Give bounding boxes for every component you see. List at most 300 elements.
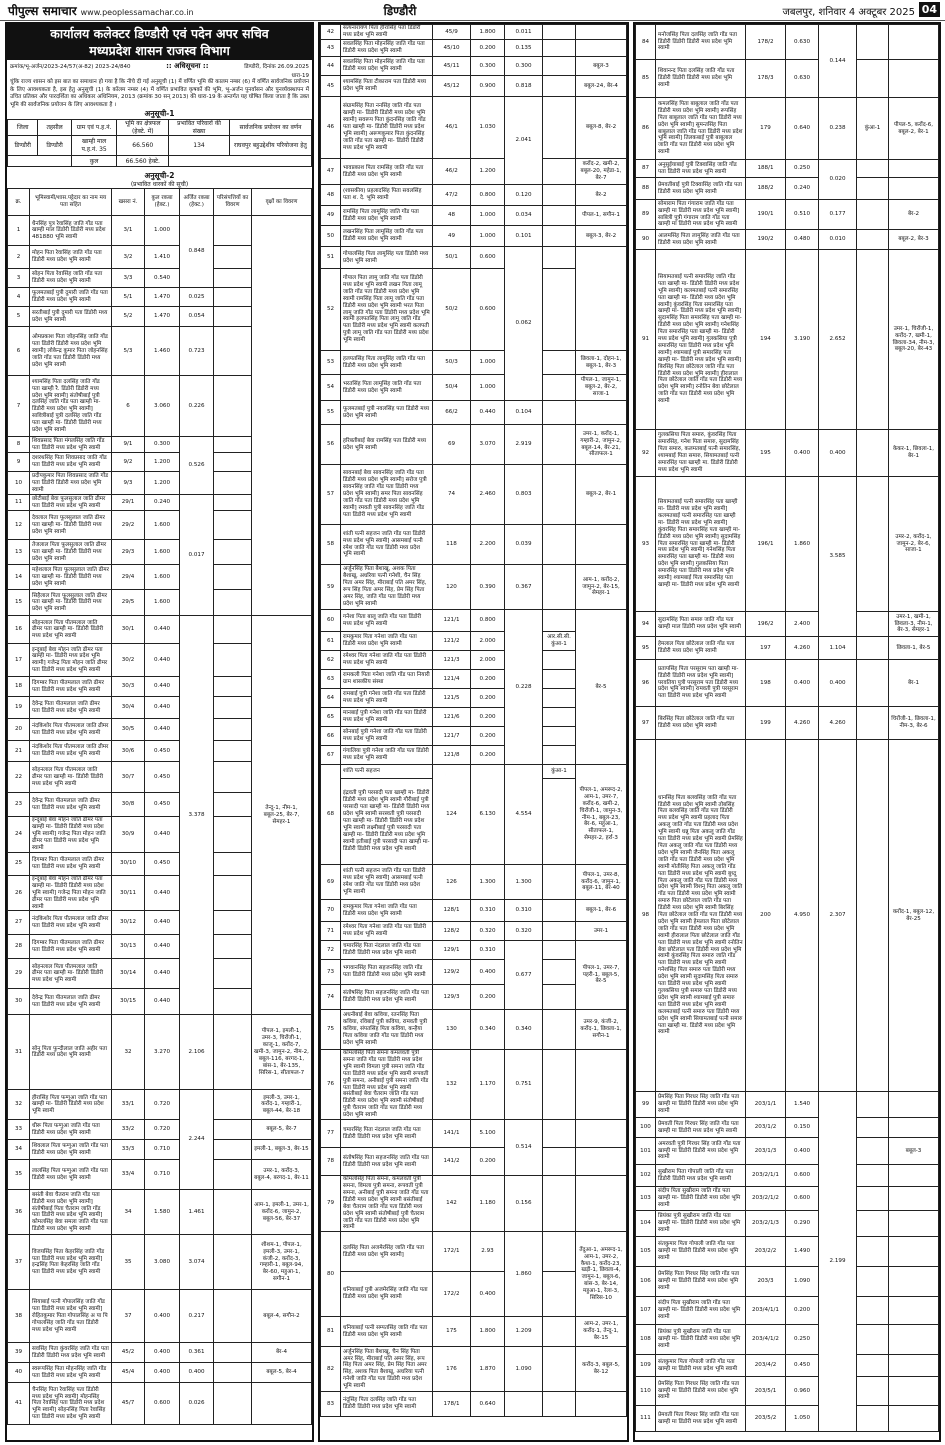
assets-cell: [214, 875, 252, 911]
table-row: [636, 1377, 939, 1406]
notice-column-3: [633, 22, 941, 1442]
serial-cell: 50: [321, 226, 341, 247]
total-area-cell: 0.440: [145, 644, 180, 677]
khasra-cell: 118: [433, 525, 471, 565]
schedule-1-total-row: [8, 156, 312, 167]
assets-cell: [857, 1267, 889, 1297]
trees-cell: [889, 1406, 939, 1432]
serial-cell: 34: [8, 1140, 30, 1160]
khasra-cell: 33/1: [112, 1090, 145, 1120]
khasra-cell: 121/4: [433, 670, 471, 689]
assets-cell: [543, 525, 576, 565]
assets-cell: [543, 985, 576, 1010]
owner-cell: अनुसुईयाबाई पुत्री टिक्वासिंह जाति गोंड पता डिंडोरी मध्य प्रदेश भूमि स्वामी: [656, 160, 746, 178]
assets-cell: [543, 351, 576, 375]
total-area-cell: 0.150: [786, 1118, 819, 1138]
total-area-cell: 0.300: [145, 437, 180, 453]
assets-cell: [214, 741, 252, 762]
serial-cell: 39: [8, 1343, 30, 1363]
assets-cell: [543, 1050, 576, 1120]
total-area-cell: 5.100: [471, 1120, 505, 1148]
khasra-cell: 30/15: [112, 989, 145, 1015]
serial-cell: 80: [321, 1232, 341, 1317]
acquired-area-cell: 0.320: [505, 922, 543, 941]
khasra-cell: 198: [746, 660, 786, 707]
assets-cell: [543, 425, 576, 465]
khasra-cell: 69: [433, 425, 471, 465]
serial-cell: 85: [636, 60, 656, 98]
assets-cell: [857, 1406, 889, 1432]
assets-cell: [543, 269, 576, 351]
assets-cell: [214, 677, 252, 697]
assets-cell: [543, 727, 576, 746]
owner-cell: धैनसिंह पुत्र रेवासिंह जाति गोंड पता खाम्ही माल डिंडोरी डिंडोरी मध्य प्रदेश 481880 भूमि स्वामी: [30, 216, 112, 246]
owner-cell: सवलसिंह पिता मोहनसिंह जाति गोंड पता डिंडोरी मध्य प्रदेश भूमि स्वामी: [341, 57, 433, 76]
trees-cell: पीपल-1, इमली-1, उमर-3, चिरोंजी-1, काजू-1, करोंद-7, खमी-3, जामुन-2, नीम-2, बबूल-116, बरगद-1, बांस-1, बेर-135, सिरिस-1, सीताफल-7: [252, 1015, 312, 1090]
trees-cell: [889, 1118, 939, 1138]
total-area-cell: 1.540: [786, 1092, 819, 1118]
serial-cell: 105: [636, 1237, 656, 1267]
serial-cell: 83: [321, 1392, 341, 1417]
assets-cell: [857, 1165, 889, 1187]
acquired-area-cell: 2.919: [505, 425, 543, 465]
table-row: [636, 1406, 939, 1432]
total-area-cell: 0.400: [145, 1363, 180, 1383]
assets-cell: [543, 922, 576, 941]
serial-cell: 101: [636, 1138, 656, 1165]
total-area-cell: 0.450: [786, 1355, 819, 1377]
trees-cell: [889, 60, 939, 98]
assets-cell: [214, 216, 252, 246]
total-area-cell: 0.200: [471, 746, 505, 765]
owner-cell: रमेश्वर पिता गनेशा जाति गोंड पता डिंडोरी मध्य प्रदेश भूमि स्वामी: [341, 922, 433, 941]
total-area-cell: 1.000: [471, 226, 505, 247]
total-area-cell: 1.600: [145, 565, 180, 590]
khasra-cell: 49: [433, 226, 471, 247]
serial-cell: 78: [321, 1148, 341, 1176]
total-area-cell: 0.800: [471, 185, 505, 206]
khasra-cell: 141/1: [433, 1120, 471, 1148]
owner-cell: संग्रामसिंह पिता ननसिंह जाति गोंड पता खाम्ही मा- डिंडोरी डिंडोरी मध्य प्रदेश भूमि स्वामी] सवरूप पिता कुंदनसिंह जाति गोंड पता खाम्ही मा- डिंडोरी डिंडोरी मध्य प्रदेश भूमि स्वामी] अरूणकुमार पिता कुंदनसिंह जाति गोंड पता खाम्ही मा- डिंडोरी डिंडोरी मध्य प्रदेश भूमि स्वामी: [341, 97, 433, 159]
acquired-area-cell: 1.300: [505, 865, 543, 900]
total-area-cell: 4.260: [786, 637, 819, 660]
serial-cell: 56: [321, 425, 341, 465]
header-acquired-area: अर्जित रकबा (हेक्ट.): [180, 189, 214, 216]
serial-cell: 60: [321, 610, 341, 632]
serial-cell: 23: [8, 793, 30, 817]
acquired-area-cell: 3.585: [819, 477, 857, 637]
total-area-cell: 0.240: [786, 178, 819, 200]
total-area-cell: 2.000: [471, 651, 505, 670]
trees-cell: [576, 1050, 627, 1120]
total-area-cell: 3.270: [145, 1015, 180, 1090]
serial-cell: 108: [636, 1325, 656, 1355]
owner-cell: श्यामसिंह पिता दलसिंह जाति गोंड पता खाम्ही रै. डिंडोरी डिंडोरी मध्य प्रदेश भूमि स्वामी] संतोषीबाई पुत्री दलसिंह जाति गोंड पता खाम्ही मा- डिंडोरी मध्य प्रदेश भूमि स्वामी] सावित्रीबाई पुत्री दलसिंह जाति गोंड पता खाम्ही मा- डिंडोरी डिंडोरी मध्य प्रदेश भूमि स्वामी: [30, 376, 112, 437]
table-row: [321, 401, 627, 425]
trees-cell: करोंद-1, बबूल-12, बेर-25: [889, 740, 939, 1092]
header-serial: क्र.: [8, 189, 30, 216]
owner-cell: सिहैलाल पिता फूलसुलाल जाति ढीमर पता खाम्ही मा- डिंडोरी डिंडोरी मध्य प्रदेश भूमि स्वामी: [30, 590, 112, 616]
khasra-cell: 121/2: [433, 632, 471, 651]
khasra-cell: 179: [746, 98, 786, 160]
trees-cell: बेर-1: [889, 660, 939, 707]
serial-cell: 97: [636, 707, 656, 740]
trees-cell: बबूल-3: [576, 57, 627, 76]
owner-cell: इन्दूबाई बेवा मोहन जाति ढीमर पता खाम्ही मा- डिंडोरी मध्य प्रदेश भूमि स्वामी] गजेन्द्र पिता मोहन जाति ढीमर पता डिंडोरी मध्य प्रदेश भूमि स्वामी: [30, 644, 112, 677]
khasra-cell: 50/2: [433, 269, 471, 351]
serial-cell: 99: [636, 1092, 656, 1118]
owner-cell: देवेन्द्र पिता पीतमलाल जाति ढीमर पता डिंडोरी मध्य प्रदेश भूमि स्वामी: [30, 989, 112, 1015]
serial-cell: 52: [321, 269, 341, 351]
serial-cell: 76: [321, 1050, 341, 1120]
trees-cell: [252, 216, 312, 616]
total-area-cell: 0.600: [471, 269, 505, 351]
khasra-cell: 3/2: [112, 246, 145, 269]
serial-cell: 75: [321, 1010, 341, 1050]
trees-cell: करोंद-2, खमी-2, बबूल-20, महेडा-1, बेर-7: [576, 159, 627, 185]
serial-cell: 4: [8, 288, 30, 307]
serial-cell: 94: [636, 612, 656, 637]
serial-cell: 17: [8, 644, 30, 677]
assets-cell: [214, 1363, 252, 1383]
owner-cell: श्यामसिंह पिता टीकाराम पता डिंडोरी मध्य प्रदेश भूमि स्वामी: [341, 76, 433, 97]
serial-cell: 15: [8, 590, 30, 616]
trees-cell: उमर-1: [576, 922, 627, 941]
khasra-cell: 178/1: [433, 1392, 471, 1417]
owner-cell: मोहन पिता रेवासिंह जाति गोंड पता डिंडोरी मध्य प्रदेश भूमि स्वामी: [30, 246, 112, 269]
acquired-area-cell: 0.017: [180, 495, 214, 616]
trees-cell: बबूल-5, बेर-4: [252, 1363, 312, 1383]
acquired-area-cell: 0.104: [505, 401, 543, 425]
serial-cell: 11: [8, 495, 30, 511]
acquired-area-cell: 2.041: [505, 97, 543, 185]
acquired-area-cell: 0.135: [505, 40, 543, 57]
total-area-cell: 0.640: [786, 98, 819, 160]
owner-cell: महेशलाल पिता फूलसुलाल जाति ढीमर पता खाम्ही मा- डिंडोरी डिंडोरी मध्य प्रदेश भूमि स्वामी: [30, 565, 112, 590]
total-area-cell: 3.190: [786, 250, 819, 430]
total-area-cell: 0.400: [145, 1343, 180, 1363]
serial-cell: 109: [636, 1355, 656, 1377]
assets-cell: [214, 959, 252, 989]
schedule-2-table-part-3: [635, 24, 939, 1432]
village-cell: खाम्ही माल प.ह.नं. 35: [71, 136, 117, 156]
acquired-area-cell: 0.848: [180, 216, 214, 288]
khasra-cell: 128/2: [433, 922, 471, 941]
trees-cell: उमर-1, खमी-1, छिवला-3, नीम-1, बेर-3, सेमहर-1: [889, 612, 939, 637]
table-row: [8, 1190, 312, 1235]
serial-cell: 5: [8, 307, 30, 327]
acquired-area-cell: 1.090: [505, 1347, 543, 1392]
table-row: [636, 250, 939, 430]
khasra-cell: 203/5/1: [746, 1377, 786, 1406]
serial-cell: 18: [8, 677, 30, 697]
owner-cell: सत्यनारायण पिता हीरासिंह पता डिंडोरी मध्य प्रदेश भूमि स्वामी: [341, 25, 433, 40]
total-area-cell: 0.240: [145, 495, 180, 511]
owner-cell: रामकुमार पिता गनेशा जाति गोंड पता डिंडोरी मध्य प्रदेश भूमि स्वामी: [341, 632, 433, 651]
serial-cell: 47: [321, 159, 341, 185]
trees-cell: बबूल-2, बेर-1: [576, 465, 627, 525]
serial-cell: 6: [8, 327, 30, 376]
table-row: [321, 922, 627, 941]
assets-cell: [214, 1090, 252, 1120]
owner-cell: दलसिंह पिता अजमेरसिंह जाति गोंड पता डिंडोरी मध्य प्रदेश भूमि स्वामी]: [341, 1232, 433, 1272]
district-cell: डिण्डौरी: [8, 136, 38, 156]
owner-cell: हरिबतीबाई बेवा रामसिंह पता डिंडोरी मध्य प्रदेश भूमि स्वामी: [341, 425, 433, 465]
total-area-cell: 0.200: [471, 40, 505, 57]
khasra-cell: 30/6: [112, 741, 145, 762]
serial-cell: 89: [636, 200, 656, 230]
assets-cell: [857, 1187, 889, 1211]
table-row: [321, 1347, 627, 1392]
reference-line: [7, 60, 312, 71]
assets-cell: [214, 472, 252, 495]
trees-cell: बबूल-3: [889, 1138, 939, 1165]
header-total-area: कुल रकबा (हेक्ट.): [145, 189, 180, 216]
trees-cell: आम-2, उमर-1, करोंद-1, तेन्दू-1, बेर-15: [576, 1317, 627, 1347]
owner-cell: प्रेमवतीबाई पुत्री टिक्वासिंह जाति गोंड पता डिंडोरी मध्य प्रदेश भूमि स्वामी: [656, 178, 746, 200]
owner-cell: लालसिंह पिता फग्गुआ जाति गोंड पता डिंडोरी मध्य प्रदेश भूमि स्वामी: [30, 1160, 112, 1190]
khasra-cell: 9/1: [112, 437, 145, 453]
serial-cell: 79: [321, 1176, 341, 1232]
table-row: [321, 76, 627, 97]
serial-cell: 45: [321, 76, 341, 97]
table-row: [636, 740, 939, 1092]
serial-cell: 33: [8, 1120, 30, 1140]
section-title: डिण्डौरी: [383, 4, 417, 18]
serial-cell: 96: [636, 660, 656, 707]
khasra-cell: 74: [433, 465, 471, 525]
total-area-cell: 1.600: [145, 540, 180, 565]
total-area-cell: 1.000: [145, 216, 180, 246]
owner-cell: स्वरूपसिंह पिता मोहनसिंह जाति गोंड पता डिंडोरी मध्य प्रदेश भूमि स्वामी: [30, 1363, 112, 1383]
total-area-cell: 2.460: [471, 465, 505, 525]
table-row: [321, 226, 627, 247]
table-row: [321, 185, 627, 206]
assets-cell: [214, 269, 252, 288]
assets-cell: [214, 697, 252, 719]
total-area-cell: 0.250: [786, 160, 819, 178]
total-area-cell: 1.800: [471, 25, 505, 40]
trees-cell: बबूल-24, बेर-4: [576, 76, 627, 97]
trees-cell: बबूल-5, बेर-7: [252, 1120, 312, 1140]
total-area-cell: 0.440: [145, 935, 180, 959]
serial-cell: 110: [636, 1377, 656, 1406]
total-area-cell: 0.390: [471, 565, 505, 610]
khasra-cell: 35: [112, 1235, 145, 1290]
acquired-area-cell: 3.378: [180, 616, 214, 1015]
owner-cell: कोमलसिंह पिता समना कमलवती पुत्री समना जाति गोंड पता डिंडोरी मध्य प्रदेश भूमि स्वामी विमला पुत्री समना जाति गोंड पता डिंडोरी मध्य प्रदेश भूमि स्वामी रूपवती पुत्री समना, अनीबाई पुत्री समना जाति गोंड पता डिंडोरी मध्य प्रदेश भूमि स्वामी बसंतीबाई बेवा चैतराम जाति गोंड पता डिंडोरी मध्य प्रदेश भूमि स्वामी संतोषीबाई पुत्री चैतराम जाति गोंड पता डिंडोरी मध्य प्रदेश भूमि स्वामी: [341, 1050, 433, 1120]
header-owner: भूमिस्वामी/शास.पट्टेदार का नाम मय पता सहित: [30, 189, 112, 216]
table-row: [321, 865, 627, 900]
serial-cell: 82: [321, 1347, 341, 1392]
assets-cell: [214, 495, 252, 511]
notice-title: [7, 24, 312, 60]
total-area-cell: 0.540: [145, 269, 180, 288]
trees-cell: तेंदुआ-1, अमरूद-1, आम-1, उमर-2, कैथा-1, करोंद-23, खड़ी-1, छिवला-4, जामुन-1, बबूल-6, बांस-3, बेर-14, महुआ-1, रेला-3, सिरिस-10: [576, 1232, 627, 1317]
total-area-cell: 0.600: [471, 247, 505, 269]
trees-cell: [252, 1383, 312, 1425]
trees-cell: [889, 1267, 939, 1297]
assets-cell: [214, 1190, 252, 1235]
owner-cell: शिवप्रसाद पिता मंगलसिंह जाति गोंड पता डिंडोरी मध्य प्रदेश भूमि स्वामी: [30, 437, 112, 453]
schedule-2-table-part-2: [320, 24, 627, 1417]
total-area-cell: 1.000: [471, 206, 505, 226]
total-area-cell: 2.93: [471, 1232, 505, 1272]
total-area-cell: 3.070: [471, 425, 505, 465]
assets-cell: [857, 250, 889, 430]
total-area-cell: 1.200: [471, 159, 505, 185]
owner-cell: गोपाल पिता लामू जाति गोंड पता डिंडोरी मध्य प्रदेश भूमि स्वामी लखन पिता लामू जाति गोंड पता डिंडोरी मध्य प्रदेश भूमि स्वामी रामसिंह पिता लामू जाति गोंड पता डिंडोरी मध्य प्रदेश भूमि स्वामी भरत पिता लामू जाति गोंड पता डिंडोरी मध्य प्रदेश भूमि स्वामी हलपतसिंह पिता लामू जाति गोंड पता डिंडोरी मध्य प्रदेश भूमि स्वामी कलपती पुत्री लामू जाति गोंड पता डिंडोरी मध्य प्रदेश भूमि स्वामी: [341, 269, 433, 351]
assets-cell: [543, 610, 576, 632]
khasra-cell: 203/1/3: [746, 1138, 786, 1165]
khasra-cell: 46/2: [433, 159, 471, 185]
assets-cell: [543, 670, 576, 689]
owner-cell: संदीप पिता सुखीराम जाति गोंड पता खाम्ही मा- डिंडोरी डिंडोरी मध्य प्रदेश भूमि स्वामी: [656, 1297, 746, 1325]
website-url[interactable]: www.peoplessamachar.co.in: [80, 8, 194, 17]
khasra-cell: 132: [433, 1050, 471, 1120]
total-area-cell: 1.180: [471, 1176, 505, 1232]
serial-cell: 8: [8, 437, 30, 453]
assets-cell: [214, 511, 252, 540]
acquired-area-cell: 0.367: [505, 565, 543, 610]
table-row: [636, 60, 939, 98]
table-row: [636, 25, 939, 60]
serial-cell: 22: [8, 762, 30, 793]
serial-cell: 63: [321, 670, 341, 689]
serial-cell: 65: [321, 708, 341, 727]
khasra-cell: 66/2: [433, 401, 471, 425]
owner-cell: शांती पत्नी सहजन जाति गोंड पता डिंडोरी मध्य प्रदेश भूमि स्वामी] आसमबाई पत्नी रमेश जाति गोंड पता डिंडोरी मध्य प्रदेश भूमि स्वामी: [341, 865, 433, 900]
serial-cell: 66: [321, 727, 341, 746]
serial-cell: 38: [8, 1290, 30, 1343]
total-area-cell: 0.440: [145, 959, 180, 989]
owner-cell: आलमसिंह पिता लामूसिंह जाति गोंड पता डिंडोरी मध्य प्रदेश भूमि स्वामी: [656, 230, 746, 250]
owner-cell: प्रेमसिंह पिता गिरधर सिंह जाति गोंड पता खाम्ही मा डिंडोरी डिंडोरी मध्य प्रदेश भूमि स्वामी: [656, 1092, 746, 1118]
serial-cell: 104: [636, 1211, 656, 1237]
total-area-cell: 1.860: [786, 477, 819, 612]
owner-cell: सोहनलाल पिता पीतमलाल जाति ढीमर पता खाम्ही मा- डिंडोरी डिंडोरी मध्य प्रदेश भूमि स्वामी: [30, 762, 112, 793]
khasra-cell: 120: [433, 565, 471, 610]
khasra-cell: 175: [433, 1317, 471, 1347]
assets-cell: [543, 375, 576, 401]
khasra-cell: 195: [746, 430, 786, 477]
assets-cell: [857, 660, 889, 707]
serial-cell: 44: [321, 57, 341, 76]
trees-cell: [889, 1165, 939, 1187]
serial-cell: 20: [8, 719, 30, 741]
khasra-cell: 129/3: [433, 985, 471, 1010]
owner-cell: धनियाबाई पत्नी सम्पतसिंह जाति गोंड पता डिंडोरी मध्य प्रदेश भूमि स्वामी: [341, 1317, 433, 1347]
serial-cell: 54: [321, 375, 341, 401]
assets-cell: [543, 57, 576, 76]
khasra-cell: 45/9: [433, 25, 471, 40]
acquired-area-cell: 1.209: [505, 1317, 543, 1347]
page-number: 04: [919, 2, 940, 17]
total-area-cell: 1.600: [145, 511, 180, 540]
assets-cell: [857, 1211, 889, 1237]
khasra-cell: 121/3: [433, 651, 471, 670]
owner-cell: गोपालसिंह पिता लामूसिंह पता डिंडोरी मध्य प्रदेश भूमि स्वामी: [341, 247, 433, 269]
khasra-cell: 50/3: [433, 351, 471, 375]
assets-cell: [857, 1118, 889, 1138]
acquired-area-cell: 0.034: [505, 206, 543, 226]
owner-cell: सोहन पिता रेवासिंह जाति गोंड पता डिंडोरी मध्य प्रदेश भूमि स्वामी: [30, 269, 112, 288]
assets-cell: [857, 740, 889, 1092]
masthead: [8, 2, 194, 20]
assets-cell: [214, 1290, 252, 1343]
khasra-cell: 126: [433, 865, 471, 900]
serial-cell: 48: [321, 185, 341, 206]
assets-cell: [543, 708, 576, 727]
khasra-cell: 45/2: [112, 1343, 145, 1363]
trees-cell: छिवला-1, बेर-5: [889, 637, 939, 660]
khasra-cell: 30/7: [112, 762, 145, 793]
total-area-cell: 3.060: [145, 376, 180, 437]
owner-cell: देवलाल पिता फूलसुलाल जाति ढीमर पता खाम्ही मा- डिंडोरी डिंडोरी मध्य प्रदेश भूमि स्वामी: [30, 511, 112, 540]
khasra-cell: 30/11: [112, 875, 145, 911]
serial-cell: 36: [8, 1190, 30, 1235]
header-cell: प्रभावित परिवारों की संख्या: [169, 120, 230, 136]
table-row: [321, 765, 627, 779]
khasra-cell: 6: [112, 376, 145, 437]
assets-cell: कुंआ-1: [857, 98, 889, 160]
schedule-2-subtitle: (प्रभावित धारकों की सूची): [130, 181, 189, 189]
assets-cell: [214, 989, 252, 1015]
khasra-cell: 34: [112, 1190, 145, 1235]
total-area-cell: 0.200: [471, 1148, 505, 1176]
khasra-cell: 129/1: [433, 941, 471, 960]
acquired-area-cell: 0.054: [180, 307, 214, 327]
owner-cell: मानबाई पुत्री गनेशा जाति गोंड पता डिंडोरी मध्य प्रदेश भूमि स्वामी: [341, 708, 433, 727]
table-row: [636, 1092, 939, 1118]
total-area-cell: 0.400: [786, 430, 819, 477]
acquired-area-cell: 0.803: [505, 465, 543, 525]
total-area-cell: 0.340: [471, 1010, 505, 1050]
trees-cell: बबूल-8, बेर-2: [576, 97, 627, 159]
owner-cell: ओमप्रकाश पिता जोहनसिंह जाति गोंड पता डिंडोरी डिंडोरी मध्य प्रदेश भूमि स्वामी] लोकेन्द्र कुमार पिता जोहनसिंह जाति गोंड पता डिंडोरी डिंडोरी मध्य प्रदेश भूमि स्वामी: [30, 327, 112, 376]
assets-cell: [214, 376, 252, 437]
trees-cell: बबूल-4, सगौन-2: [252, 1290, 312, 1343]
total-area-cell: 1.410: [145, 246, 180, 269]
table-row: [321, 40, 627, 57]
total-area-cell: 0.290: [786, 1211, 819, 1237]
assets-cell: [214, 793, 252, 817]
assets-cell: [857, 200, 889, 230]
acquired-area-cell: 0.156: [505, 1176, 543, 1232]
total-area-cell: 1.870: [471, 1347, 505, 1392]
khasra-cell: 30/9: [112, 817, 145, 853]
table-row: [636, 1165, 939, 1187]
assets-cell: [543, 185, 576, 206]
acquired-area-cell: 0.120: [505, 185, 543, 206]
khasra-cell: 178/3: [746, 60, 786, 98]
owner-cell: प्रेमवती पिता गिरधर सिंह जाति गोंड पता खाम्ही मा डिंडोरी मध्य प्रदेश भूमि स्वामी: [656, 1118, 746, 1138]
owner-cell: संतकुमार पिता गोपाली जाति गोंड पता खाम्ही मा डिंडोरी डिंडोरी मध्य प्रदेश भूमि स्वामी: [656, 1237, 746, 1267]
assets-cell: [857, 1237, 889, 1267]
total-area-cell: 0.400: [471, 1272, 505, 1317]
serial-cell: 41: [8, 1383, 30, 1425]
serial-cell: 87: [636, 160, 656, 178]
trees-cell: उमर-2, करोंद-1, जामुन-2, बेर-6, साजा-1: [889, 477, 939, 612]
trees-cell: पीपल-5, करोंद-6, बबूल-2, बेर-1: [889, 98, 939, 160]
table-row: [321, 1120, 627, 1148]
trees-cell: बबूल-1, बेर-6: [576, 900, 627, 922]
owner-cell: शांती पत्नी सहजन जाति गोंड पता डिंडोरी मध्य प्रदेश भूमि स्वामी] आसमबाई पत्नी रमेश जाति गोंड पता डिंडोरी मध्य प्रदेश भूमि स्वामी: [341, 525, 433, 565]
serial-cell: 55: [321, 401, 341, 425]
serial-cell: 69: [321, 865, 341, 900]
khasra-cell: 29/1: [112, 495, 145, 511]
khasra-cell: 47/2: [433, 185, 471, 206]
